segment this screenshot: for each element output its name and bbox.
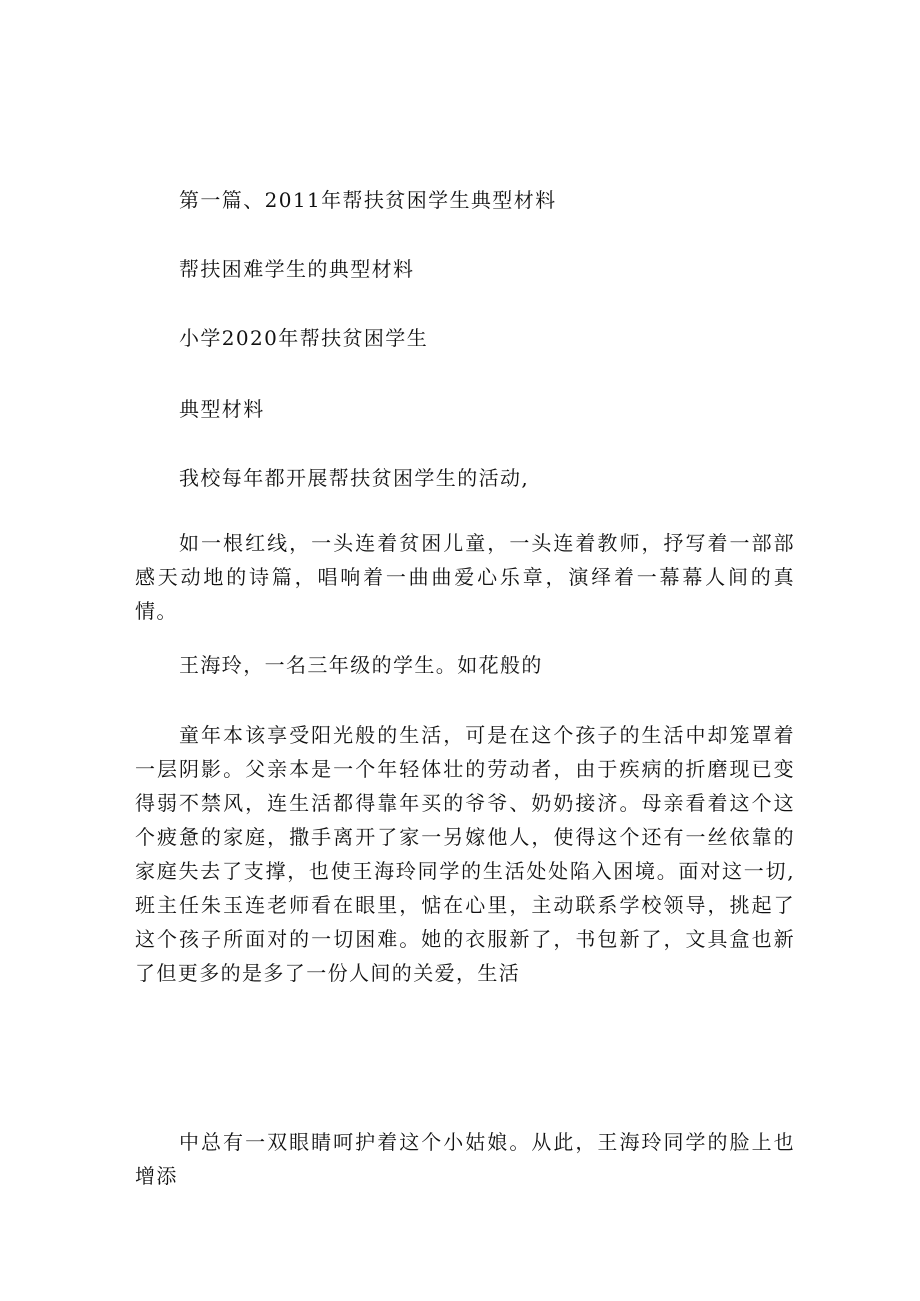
- paragraph-red-thread: 如一根红线，一头连着贫困儿童，一头连着教师，抒写着一部部感天动地的诗篇，唱响着一曲曲爱心乐章，演绎着一幕幕人间的真情。: [135, 531, 795, 623]
- paragraph-student-story: 童年本该享受阳光般的生活，可是在这个孩子的生活中却笼罩着一层阴影。父亲本是一个年轻体壮的劳动者，由于疾病的折磨现已变得弱不禁风，连生活都得靠年买的爷爷、奶奶接济。母亲看着这个这个疲惫的家庭，撒手离开了家一另嫁他人，使得这个还有一丝依靠的家庭失去了支撑，也使王海玲同学的生活处处陷入困境。面对这一切,班主任朱玉连老师看在眼里，惦在心里，主动联系学校领导，挑起了这个孩子所面对的一切困难。她的衣服新了，书包新了，文具盒也新了但更多的是多了一份人间的关爱，生活: [135, 723, 795, 985]
- paragraph-subtitle: 帮扶困难学生的典型材料: [179, 257, 415, 281]
- paragraph-title: 第一篇、2011年帮扶贫困学生典型材料: [179, 188, 557, 212]
- paragraph-intro: 我校每年都开展帮扶贫困学生的活动,: [179, 466, 530, 490]
- paragraph-student-intro: 王海玲，一名三年级的学生。如花般的: [179, 653, 543, 677]
- paragraph-continuation: 中总有一双眼睛呵护着这个小姑娘。从此，王海玲同学的脸上也增添: [135, 1130, 795, 1188]
- paragraph-heading-school: 小学2020年帮扶贫困学生: [179, 326, 429, 350]
- paragraph-heading-material: 典型材料: [179, 397, 265, 421]
